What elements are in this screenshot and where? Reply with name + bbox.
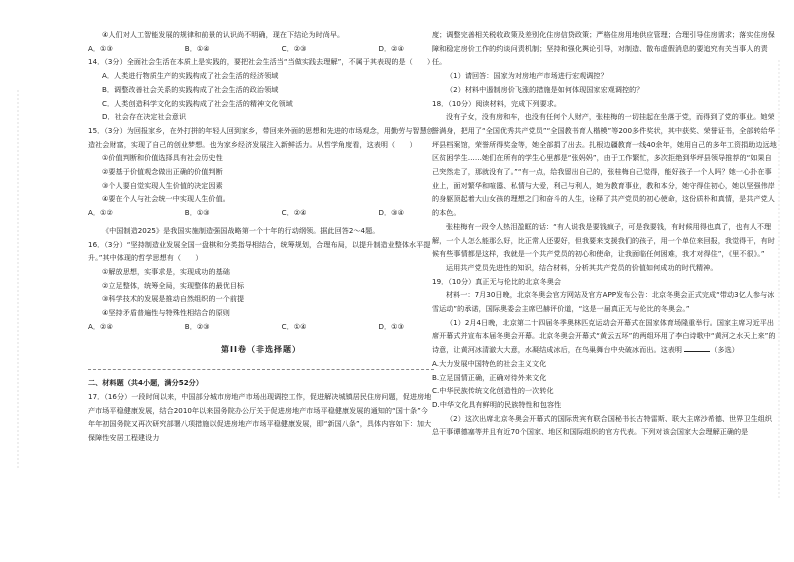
option-a[interactable]: A．②④ bbox=[88, 321, 113, 331]
option-c[interactable]: C．②③ bbox=[281, 43, 307, 53]
option-d[interactable]: D．③④ bbox=[378, 208, 404, 218]
q16-item-4: ④坚持矛盾普遍性与特殊性相结合的原则 bbox=[102, 308, 230, 318]
q19-subquestion-2: （2）这次出席北京冬奥会开幕式的国际贵宾有联合国秘书长古特雷斯、联大主席沙希德、世界卫生组织总干事谭德塞等并且有近70个国家、地区和国际组织的官方代表。下列对该会国家大会理解正确的是 bbox=[432, 413, 773, 437]
q19-option-d[interactable]: D.中华文化具有鲜明的民族特性和包容性 bbox=[432, 399, 562, 409]
q14-option-b[interactable]: B．调整改善社会关系的实践构成了社会生活的政治领域 bbox=[102, 84, 279, 94]
option-a[interactable]: A．①③ bbox=[88, 43, 113, 53]
q19-option-a[interactable]: A.大力发展中国特色的社会主义文化 bbox=[432, 358, 547, 368]
question-14: 14．（3分）全面社会生活在本质上是实践的，要把社会生活当“当做实践去理解”，不属于其表现的是（ ） bbox=[88, 57, 435, 67]
q19-option-b[interactable]: B.立足国情正确，正确对待外来文化 bbox=[432, 372, 547, 382]
option-b[interactable]: B．①③ bbox=[184, 208, 210, 218]
option-item-4: ④人们对人工智能发展的规律和前景的认识尚不明确，现在下结论为时尚早。 bbox=[102, 30, 345, 39]
option-d[interactable]: D．①③ bbox=[378, 321, 404, 331]
q19-option-c[interactable]: C.中华民族传统文化创造性的一次转化 bbox=[432, 386, 554, 396]
multi-select-hint: （多选） bbox=[710, 345, 739, 355]
section-2-title: 第II卷（非选择题） bbox=[221, 345, 301, 355]
q15-item-1: ①价值判断和价值选择具有社会历史性 bbox=[102, 153, 223, 163]
q15-item-2: ②要基于价值观念做出正确的价值判断 bbox=[102, 167, 223, 177]
option-d[interactable]: D．②④ bbox=[378, 43, 404, 53]
q19-subquestion-1 bbox=[432, 316, 778, 357]
section-divider bbox=[88, 369, 434, 370]
q18-material-1: 没有子女，没有房和车，也没有任何个人财产，张桂梅的一切挂起在坐落于党，而得到了党的事业。她荣誉满身，把用了“全国优秀共产党员”“全国教书育人楷模”等200多件奖状，其中获奖、荣誉证书，全部转给华坪县档案馆，荣誉所得奖金等，她全部捐了出去。扎根边疆教育一线40余年，她用自己的多年工资捐助边远地区贫困学生……她们在所有的学生心里都是“张妈妈”，由于工作繁忙，多次拒绝到华坪县领导推荐的“如果自己突然走了，那就没有了。”“有一点，给我留出自己的，张桂梅自己觉得，能好孩子一个人吗？她一心扑在事业上，面对繁华和喧嚣、私情与大爱，利己与利人，她为教育事业，教和本分，她守得住初心，她以坚强伟岸的身躯顶起着大山女孩的理想之门和奋斗的人生，诠释了共产党员的初心使命，这份质朴和真情，是共产党人的本色。 bbox=[432, 112, 777, 218]
part-2-heading: 二、材料题（共4小题，满分52分） bbox=[88, 378, 203, 388]
question-18: 18．（10分）阅读材料，完成下列要求。 bbox=[432, 98, 562, 108]
q16-item-1: ①解放思想，实事求是，实现成功的基础 bbox=[102, 266, 230, 276]
option-b[interactable]: B．②③ bbox=[184, 321, 210, 331]
q14-option-a[interactable]: A．人类进行物质生产的实践构成了社会生活的经济领域 bbox=[102, 71, 279, 81]
q15-item-3: ③个人要自觉实现人生价值的决定因素 bbox=[102, 180, 223, 190]
option-a[interactable]: A．①② bbox=[88, 208, 113, 218]
question-15: 15．（3分）为回报家乡，在外打拼的年轻人回到家乡，带回来外面的思想和先进的市场观念，用勤劳与智慧创造社会财富，实现了自己的创业梦想。也为家乡经济发展注入新鲜活力。从哲学角度看，这表明（ ） bbox=[88, 125, 434, 149]
q18-subquestion: 运用共产党员先进性的知识，结合材料，分析其共产党员的价值如何成功的时代精神。 bbox=[446, 262, 718, 272]
binding-margin-left bbox=[4, 90, 32, 470]
question-16: 16．（3分）“坚持制造业发展全国一盘棋和分类指导相结合，统筹规划，合理布局，以提升制造业整体水平提升。”其中体现的哲学思想有（ ） bbox=[88, 239, 431, 263]
answer-options bbox=[88, 42, 434, 56]
right-column bbox=[432, 28, 778, 439]
question-19: 19．（10分）真正无与伦比的北京冬奥会 bbox=[432, 276, 562, 286]
q17-subquestion-1: （1）请回答：国家为对房地产市场进行宏观调控？ bbox=[446, 71, 608, 81]
q16-item-2: ②立足整体，统筹全局，实现整体的最优目标 bbox=[102, 280, 245, 290]
q16-intro: 《中国制造2025》是我国实施制造强国战略第一个十年的行动纲领。据此回答2～4题。 bbox=[102, 225, 380, 235]
q14-option-c[interactable]: C．人类创造科学文化的实践构成了社会生活的精神文化领域 bbox=[102, 98, 293, 108]
option-c[interactable]: C．①④ bbox=[281, 321, 307, 331]
question-17: 17．（16分）一段时间以来，中国部分城市房地产市场出现调控工作，促进解决城镇居民住房问题，促进房地产市场平稳健康发展，结合2010年以来国务院办公厅关于促进房地产市场平稳健康发展的通知的“国十条”今年年初国务院又再次研究部署八项措施以促进房地产市场平稳健康发展，即“新国八条”，具体内容如下：加大保障性安居工程建设力 bbox=[88, 391, 432, 442]
answer-blank[interactable] bbox=[684, 343, 710, 352]
q17-subquestion-2: （2）材料中遏制房价飞涨的措施是如何体现国家宏观调控的？ bbox=[446, 84, 644, 94]
q16-item-3: ③科学技术的发展是推动自然组织的一个前提 bbox=[102, 294, 245, 304]
left-column bbox=[88, 28, 434, 445]
q16-answer-options bbox=[88, 320, 434, 334]
q14-option-d[interactable]: D．社会存在决定社会意识 bbox=[102, 112, 187, 122]
q15-answer-options bbox=[88, 206, 434, 220]
option-c[interactable]: C．②④ bbox=[281, 208, 307, 218]
q17-continued: 度；调整完善相关税收政策及差别化住房信贷政策；严格住房用地供应管理；合理引导住房需求；落实住房保障和稳定房价工作的约谈问责机制；坚持和强化舆论引导，对制造、散布虚假消息的要追究有关当事人的责任。 bbox=[432, 30, 775, 67]
q18-material-2: 张桂梅有一段令人热泪盈眶的话：“有人说我是要钱疯子，可是我要钱，有时候用得也真了，也有人不理解，一个人怎么能那么好，比正常人还要好，但我要来支援我们的孩子，用一个单位来回报，我觉得干，有时候有些事情都是这样，我就是一个共产党员的初心和使命，让我面临任何困难，我才对得住”，《里不很》。” bbox=[432, 221, 775, 259]
q15-item-4: ④要在个人与社会统一中实现人生价值。 bbox=[102, 194, 230, 204]
q19-subquestion-1-text: （1）2月4日晚，北京第二十四届冬季奥林匹克运动会开幕式在国家体育场隆重举行。国家主席习近平出席开幕式并宣布本届冬奥会开幕。北京冬奥会开幕式“黄云五环”的两组环用了李白诗歌中“黄河之水天上来”的诗意，让黄河冰清澈大大意，水凝结成冰后，在鸟巢舞台中央破冰而出。这表明 bbox=[432, 317, 776, 355]
q19-material-1: 材料一：7月30日晚，北京冬奥会官方网站及官方APP发布公告：北京冬奥会正式完成“带动3亿人参与冰雪运动”的承诺，国际奥委会主席巴赫评价道，“这是一届真正无与伦比的冬奥会。” bbox=[432, 290, 775, 314]
option-b[interactable]: B．①④ bbox=[184, 43, 210, 53]
